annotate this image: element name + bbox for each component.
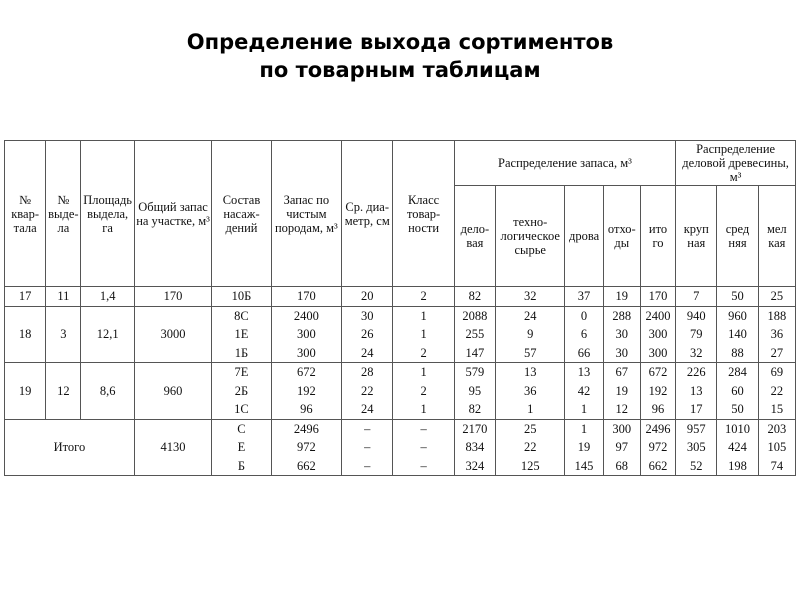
cell-kvartal: 19	[5, 363, 46, 420]
cell-krup	[676, 306, 717, 363]
cell-techno	[496, 306, 565, 363]
cell-pure	[271, 363, 341, 420]
cell-area: 1,4	[81, 287, 134, 307]
cell-melk	[758, 287, 795, 307]
cell-drova-line: 66	[577, 345, 591, 360]
cell-diameter-line: 30	[360, 308, 374, 323]
cell-melk-line: 36	[770, 327, 784, 341]
cell-itogo-line: 170	[648, 289, 668, 303]
cell-delovaya-line: 255	[465, 327, 485, 341]
cell-itogo-line: 192	[648, 383, 668, 398]
cell-itogo-line: 96	[651, 402, 665, 416]
cell-delovaya	[454, 419, 495, 476]
cell-delovaya-line: 579	[465, 365, 485, 379]
cell-techno-line: 13	[523, 365, 537, 379]
header-srednyaya: сред няя	[717, 186, 758, 287]
cell-itogo-line: 2496	[645, 421, 671, 436]
cell-class	[393, 363, 454, 420]
cell-techno-line: 36	[523, 383, 537, 398]
cell-sred-line: 60	[731, 383, 744, 398]
header-class: Класс товарности	[393, 141, 454, 287]
cell-composition-line: 8С	[234, 308, 249, 323]
cell-drova-line: 37	[577, 289, 591, 303]
cell-techno-line: 125	[520, 458, 540, 473]
header-drova: дрова	[565, 186, 603, 287]
cell-sred-line: 424	[728, 440, 747, 454]
cell-melk	[758, 419, 795, 476]
cell-composition-line: 2Б	[234, 383, 249, 398]
cell-composition	[212, 306, 271, 363]
cell-sred-line: 50	[731, 402, 744, 416]
cell-class-line: 1	[420, 402, 427, 416]
cell-krup-line: 957	[686, 421, 706, 436]
cell-drova-line: 42	[577, 383, 591, 398]
cell-diameter-line: 24	[360, 345, 374, 360]
cell-sred-line: 1010	[725, 421, 751, 436]
title-line-1: Определение выхода сортиментов	[186, 30, 614, 54]
cell-composition-line: 7Е	[234, 365, 249, 379]
cell-techno-line: 22	[523, 440, 537, 454]
cell-othody-line: 30	[615, 327, 629, 341]
cell-composition-line: 1Е	[234, 327, 249, 341]
cell-krup-line: 226	[686, 365, 706, 379]
cell-itogo-line: 300	[648, 345, 668, 360]
cell-diameter-line: 20	[360, 289, 374, 303]
cell-diameter-line: 24	[360, 402, 374, 416]
cell-krup-line: 79	[690, 327, 703, 341]
header-delovaya: деловая	[454, 186, 495, 287]
cell-sred	[717, 419, 758, 476]
header-distribution-group: Распределение запаса, м³	[454, 141, 675, 186]
cell-othody	[603, 287, 640, 307]
cell-techno	[496, 363, 565, 420]
cell-class-line: 2	[420, 289, 427, 303]
cell-kvartal: 18	[5, 306, 46, 363]
cell-delovaya-line: 2170	[462, 421, 488, 436]
cell-techno-line: 57	[523, 345, 537, 360]
cell-sred	[717, 363, 758, 420]
cell-class	[393, 306, 454, 363]
cell-krup-line: 32	[690, 345, 703, 360]
table-total-row	[5, 419, 796, 476]
cell-pure-line: 300	[296, 327, 316, 341]
cell-othody-line: 30	[615, 345, 629, 360]
cell-melk-line: 22	[770, 383, 784, 398]
header-kvartal: № квартала	[5, 141, 46, 287]
cell-composition-line: Б	[237, 458, 246, 473]
cell-techno-line: 9	[527, 327, 534, 341]
cell-othody	[603, 419, 640, 476]
header-composition: Состав насаждений	[212, 141, 271, 287]
cell-techno	[496, 287, 565, 307]
cell-melk-line: 69	[770, 365, 784, 379]
cell-drova	[565, 363, 603, 420]
cell-class	[393, 287, 454, 307]
cell-krup	[676, 287, 717, 307]
cell-diameter-line: –	[364, 440, 371, 454]
cell-diameter	[342, 306, 393, 363]
cell-diameter	[342, 419, 393, 476]
cell-othody-line: 19	[615, 289, 629, 303]
cell-area: 12,1	[81, 306, 134, 363]
cell-othody-line: 97	[615, 440, 629, 454]
header-othody: отходы	[603, 186, 640, 287]
title-line-2: по товарным таблицам	[259, 58, 541, 82]
cell-class-line: 1	[420, 365, 427, 379]
cell-itogo	[640, 363, 675, 420]
cell-delovaya-line: 82	[468, 402, 482, 416]
cell-krup-line: 13	[690, 383, 703, 398]
header-area: Площадь выдела, га	[81, 141, 134, 287]
assortment-table	[4, 140, 796, 476]
cell-composition-line: Е	[237, 440, 246, 454]
cell-vydel: 11	[46, 287, 81, 307]
cell-sred-line: 88	[731, 345, 744, 360]
cell-delovaya-line: 147	[465, 345, 485, 360]
cell-diameter-line: 22	[360, 383, 374, 398]
cell-composition-line: С	[237, 421, 246, 436]
header-itogo: ито го	[640, 186, 675, 287]
cell-techno-line: 32	[523, 289, 537, 303]
cell-delovaya	[454, 363, 495, 420]
table-header	[5, 141, 796, 287]
cell-sred-line: 50	[731, 289, 744, 303]
cell-total-stock: 170	[134, 287, 211, 307]
cell-krup-line: 940	[686, 308, 706, 323]
table-row	[5, 363, 796, 420]
cell-composition-line: 1С	[234, 402, 249, 416]
cell-othody-line: 68	[615, 458, 629, 473]
cell-drova-line: 13	[577, 365, 591, 379]
cell-kvartal: 17	[5, 287, 46, 307]
cell-pure-line: 2400	[293, 308, 319, 323]
cell-diameter-line: 28	[360, 365, 374, 379]
cell-area: 8,6	[81, 363, 134, 420]
header-diameter: Ср. диаметр, см	[342, 141, 393, 287]
cell-class-line: 1	[420, 308, 427, 323]
cell-itogo-line: 972	[648, 440, 668, 454]
cell-composition	[212, 363, 271, 420]
cell-drova	[565, 287, 603, 307]
cell-composition-line: 10Б	[231, 289, 252, 303]
cell-melk-line: 15	[770, 402, 784, 416]
page-title	[0, 28, 800, 84]
cell-drova-line: 1	[580, 402, 588, 416]
cell-total-label: Итого	[5, 419, 135, 476]
cell-techno-line: 24	[523, 308, 537, 323]
cell-class-line: –	[420, 421, 427, 436]
cell-othody-line: 300	[612, 421, 632, 436]
cell-itogo-line: 662	[648, 458, 668, 473]
cell-pure-line: 972	[296, 440, 316, 454]
cell-krup	[676, 419, 717, 476]
cell-diameter-line: –	[364, 458, 371, 473]
cell-pure	[271, 419, 341, 476]
cell-itogo	[640, 306, 675, 363]
header-techno: технологическое сырье	[496, 186, 565, 287]
cell-vydel: 3	[46, 306, 81, 363]
table-row	[5, 306, 796, 363]
cell-pure-line: 96	[300, 402, 313, 416]
cell-delovaya-line: 82	[468, 289, 482, 303]
cell-othody	[603, 306, 640, 363]
cell-melk	[758, 306, 795, 363]
cell-melk	[758, 363, 795, 420]
cell-drova-line: 19	[577, 440, 591, 454]
cell-othody-line: 19	[615, 383, 629, 398]
cell-total-stock: 960	[134, 363, 211, 420]
cell-drova-line: 0	[580, 308, 588, 323]
cell-melk-line: 27	[770, 345, 784, 360]
cell-pure-line: 170	[296, 289, 316, 303]
cell-krup-line: 305	[686, 440, 706, 454]
table-body	[5, 287, 796, 476]
cell-sred	[717, 306, 758, 363]
cell-itogo	[640, 287, 675, 307]
cell-pure	[271, 306, 341, 363]
cell-itogo-line: 2400	[645, 308, 671, 323]
cell-total-stock: 3000	[134, 306, 211, 363]
cell-pure-line: 192	[296, 383, 316, 398]
cell-melk-line: 188	[767, 308, 787, 323]
cell-pure	[271, 287, 341, 307]
cell-class-line: –	[420, 440, 427, 454]
header-total-stock: Общий запас на участке, м³	[134, 141, 211, 287]
cell-drova-line: 145	[574, 458, 594, 473]
cell-othody	[603, 363, 640, 420]
cell-delovaya	[454, 287, 495, 307]
cell-krup-line: 52	[690, 458, 703, 473]
cell-pure-line: 2496	[293, 421, 319, 436]
cell-class-line: 1	[420, 327, 427, 341]
cell-melk-line: 74	[770, 458, 784, 473]
cell-othody-line: 67	[615, 365, 629, 379]
cell-composition	[212, 287, 271, 307]
cell-diameter	[342, 363, 393, 420]
cell-melk-line: 105	[767, 440, 787, 454]
header-business-group: Распределение деловой древесины, м³	[676, 141, 796, 186]
cell-pure-line: 662	[296, 458, 316, 473]
header-krupnaya: круп ная	[676, 186, 717, 287]
cell-drova	[565, 419, 603, 476]
cell-othody-line: 288	[612, 308, 632, 323]
cell-delovaya	[454, 306, 495, 363]
header-vydel: № выдела	[46, 141, 81, 287]
cell-composition	[212, 419, 271, 476]
cell-vydel: 12	[46, 363, 81, 420]
cell-sred-line: 140	[728, 327, 747, 341]
cell-class	[393, 419, 454, 476]
cell-melk-line: 203	[767, 421, 787, 436]
cell-techno-line: 1	[527, 402, 534, 416]
cell-drova-line: 1	[580, 421, 588, 436]
cell-total-stock: 4130	[134, 419, 211, 476]
cell-itogo-line: 672	[648, 365, 668, 379]
cell-diameter-line: –	[364, 421, 371, 436]
header-melkaya: мел кая	[758, 186, 795, 287]
cell-pure-line: 672	[296, 365, 316, 379]
cell-drova	[565, 306, 603, 363]
cell-sred-line: 198	[728, 458, 747, 473]
cell-krup-line: 7	[693, 289, 700, 303]
cell-techno	[496, 419, 565, 476]
cell-class-line: 2	[420, 345, 427, 360]
cell-krup-line: 17	[690, 402, 703, 416]
table-row	[5, 287, 796, 307]
cell-delovaya-line: 2088	[462, 308, 488, 323]
cell-itogo-line: 300	[648, 327, 668, 341]
cell-diameter	[342, 287, 393, 307]
cell-delovaya-line: 834	[465, 440, 485, 454]
cell-delovaya-line: 324	[465, 458, 485, 473]
cell-othody-line: 12	[615, 402, 629, 416]
cell-delovaya-line: 95	[468, 383, 482, 398]
header-pure-stock: Запас по чистым породам, м³	[271, 141, 341, 287]
cell-pure-line: 300	[296, 345, 316, 360]
cell-drova-line: 6	[580, 327, 588, 341]
cell-class-line: –	[420, 458, 427, 473]
cell-class-line: 2	[420, 383, 427, 398]
cell-itogo	[640, 419, 675, 476]
cell-sred-line: 960	[728, 308, 747, 323]
cell-sred	[717, 287, 758, 307]
cell-melk-line: 25	[770, 289, 784, 303]
cell-diameter-line: 26	[360, 327, 374, 341]
cell-sred-line: 284	[728, 365, 747, 379]
cell-composition-line: 1Б	[234, 345, 249, 360]
cell-krup	[676, 363, 717, 420]
cell-techno-line: 25	[523, 421, 537, 436]
